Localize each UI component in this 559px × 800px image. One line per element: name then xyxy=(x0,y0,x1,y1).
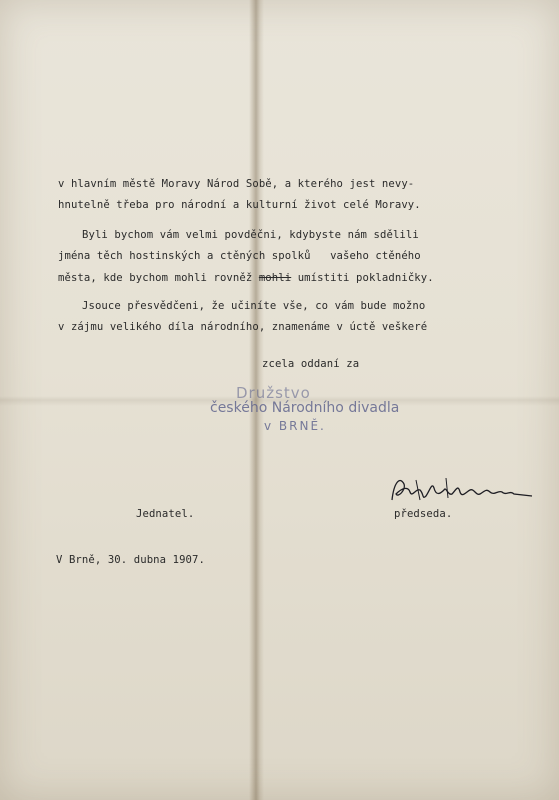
stamp-line-1: Družstvo xyxy=(236,384,311,402)
text-line: Byli bychom vám velmi povděčni, kdybyste nám sdělili xyxy=(82,229,419,241)
text-segment: umístiti pokladničky. xyxy=(291,272,434,284)
struck-word: mohli xyxy=(258,272,292,284)
text-line xyxy=(58,272,434,284)
text-line: v zájmu velikého díla národního, znamenáme v úctě veškeré xyxy=(58,321,428,333)
text-segment: města, kde bychom mohli rovněž xyxy=(58,272,259,284)
handwritten-signature xyxy=(386,470,536,510)
text-line: hnutelně třeba pro národní a kulturní život celé Moravy. xyxy=(58,199,421,211)
stamp-line-2: českého Národního divadla xyxy=(210,400,400,416)
closing-line: zcela oddaní za xyxy=(262,358,360,370)
text-line: v hlavním městě Moravy Národ Sobě, a kterého jest nevy- xyxy=(58,178,415,190)
text-line: Jsouce přesvědčeni, že učiníte vše, co vám bude možno xyxy=(82,300,426,312)
date-line: V Brně, 30. dubna 1907. xyxy=(56,554,205,566)
text-line: jména těch hostinských a ctěných spolků vašeho ctěného xyxy=(58,250,421,262)
stamp-line-3: v BRNĚ. xyxy=(264,419,326,433)
predseda-label: předseda. xyxy=(394,508,453,520)
jednatel-label: Jednatel. xyxy=(136,508,195,520)
